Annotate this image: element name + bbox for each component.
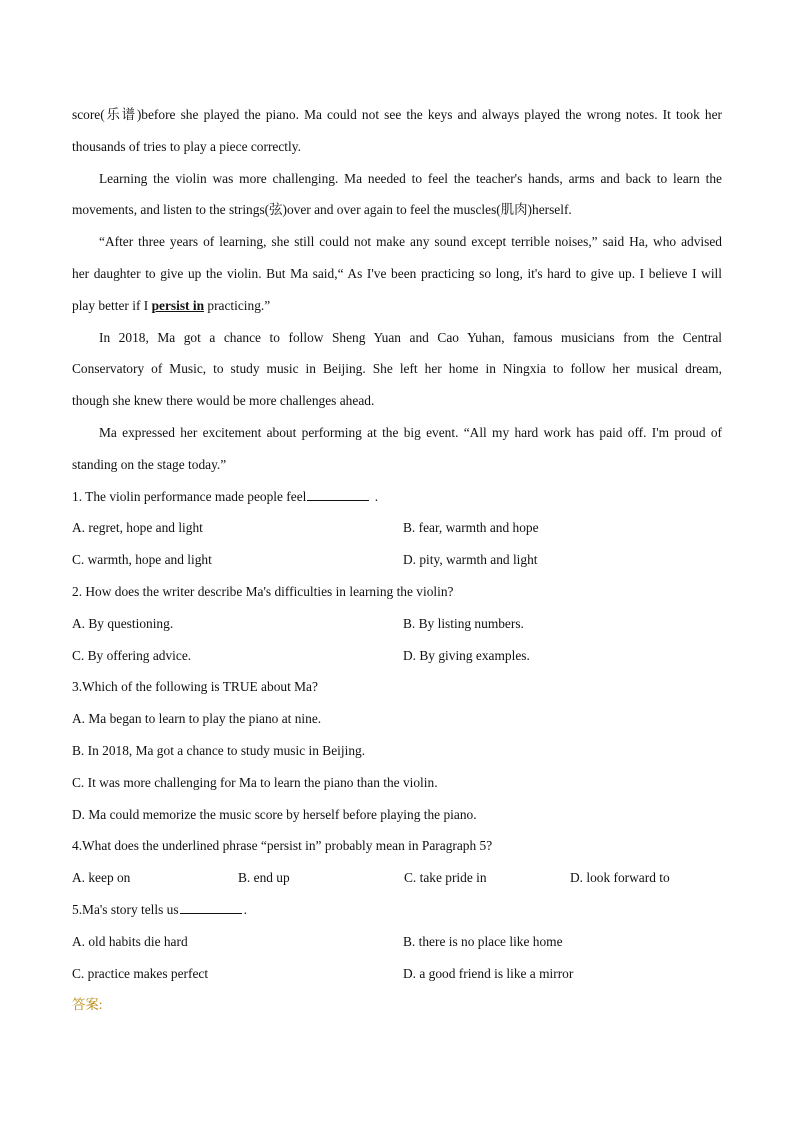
answer-label: 答案: [72,997,103,1013]
option-a: A. Ma began to learn to play the piano at nine. [72,711,322,727]
options-row [72,512,722,544]
option-d: D. a good friend is like a mirror [403,965,574,981]
answer-blank [180,901,242,914]
option-a: A. regret, hope and light [72,520,203,536]
options-row [72,640,722,672]
passage-line: score(乐谱)before she played the piano. Ma could not see the keys and always played the wrong notes. It took her [72,107,722,122]
question-text: . [371,488,379,504]
document-page [72,99,722,1021]
question-text: 1. The violin performance made people feel [72,488,307,504]
question-stem: 4.What does the underlined phrase “persist in” probably mean in Paragraph 5? [72,838,493,854]
options-row [72,544,722,576]
passage-line: Ma expressed her excitement about performing at the big event. “All my hard work has paid off. I'm proud of [99,424,722,440]
options-row [72,958,722,990]
passage-text: play better if I [72,297,152,313]
question-stem [72,894,722,926]
question-stem: 2. How does the writer describe Ma's difficulties in learning the violin? [72,583,454,599]
option-b: B. In 2018, Ma got a chance to study music in Beijing. [72,742,366,758]
passage-line: thousands of tries to play a piece correctly. [72,138,301,154]
option-b: B. end up [238,870,290,886]
passage-line: though she knew there would be more challenges ahead. [72,393,375,409]
passage-line: standing on the stage today.” [72,456,227,472]
option-d: D. look forward to [570,870,670,886]
question-stem: 3.Which of the following is TRUE about Ma? [72,679,318,695]
question-text: 5.Ma's story tells us [72,901,179,917]
passage-line [72,290,722,322]
option-c: C. It was more challenging for Ma to learn the piano than the violin. [72,774,438,790]
option-a: A. old habits die hard [72,933,188,949]
passage-line: Conservatory of Music, to study music in Beijing. She left her home in Ningxia to follow her musical dream, [72,361,722,377]
option-c: C. By offering advice. [72,647,192,663]
passage-line: movements, and listen to the strings(弦)over and over again to feel the muscles(肌肉)herself. [72,202,572,218]
option-d: D. Ma could memorize the music score by herself before playing the piano. [72,806,477,822]
option-b: B. fear, warmth and hope [403,520,539,536]
options-row [72,608,722,640]
option-c: C. take pride in [404,870,487,886]
options-row [72,862,722,894]
option-d: D. pity, warmth and light [403,552,538,568]
option-a: A. By questioning. [72,615,174,631]
option-b: B. By listing numbers. [403,615,524,631]
passage-line: Learning the violin was more challenging. Ma needed to feel the teacher's hands, arms and back to learn the [99,170,722,186]
option-a: A. keep on [72,870,131,886]
underlined-phrase: persist in [151,297,205,313]
option-c: C. practice makes perfect [72,965,209,981]
question-text: . [243,901,247,917]
option-c: C. warmth, hope and light [72,552,212,568]
option-d: D. By giving examples. [403,647,530,663]
answer-blank [307,488,369,501]
passage-line: her daughter to give up the violin. But Ma said,“ As I've been practicing so long, it's hard to give up. I believe I will [72,265,722,281]
option-b: B. there is no place like home [403,933,563,949]
passage-text: practicing.” [204,297,271,313]
passage-line: “After three years of learning, she still could not make any sound except terrible noises,” said Ha, who advised [99,234,722,250]
options-row [72,926,722,958]
passage-line: In 2018, Ma got a chance to follow Sheng Yuan and Cao Yuhan, famous musicians from the Central [99,329,722,345]
question-stem [72,481,722,513]
